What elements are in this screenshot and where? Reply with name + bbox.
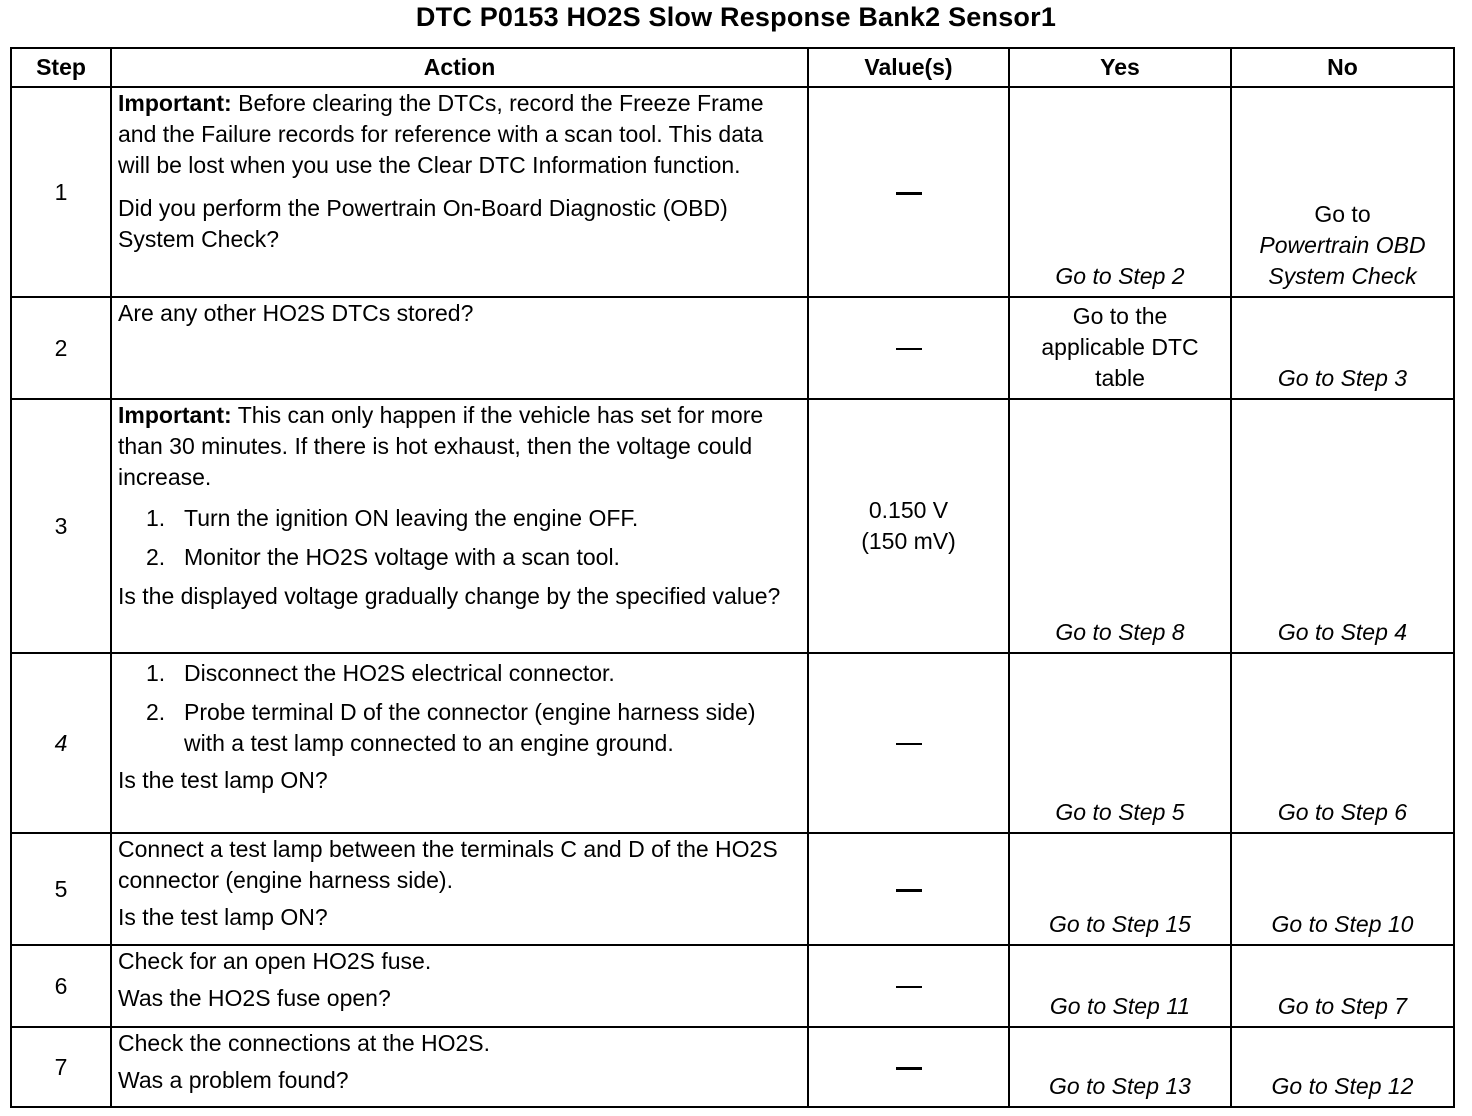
important-text: Before clearing the DTCs, record the Freeze Frame and the Failure records for reference with a scan tool. This data will be lost when you use the Clear DTC Information function. <box>118 90 764 178</box>
action-text: Connect a test lamp between the terminals C and D of the HO2S connector (engine harness side). <box>118 836 778 893</box>
action-cell <box>111 297 808 399</box>
important-label: Important: <box>118 402 232 428</box>
list-text: Probe terminal D of the connector (engine harness side) with a test lamp connected to an engine ground. <box>184 699 756 756</box>
action-question: Is the test lamp ON? <box>118 767 328 793</box>
action-cell <box>111 945 808 1027</box>
value-dash <box>896 1067 922 1070</box>
step-number: 4 <box>11 653 111 833</box>
important-note <box>118 88 801 181</box>
yes-cell: Go to Step 15 <box>1009 833 1231 945</box>
action-cell <box>111 833 808 945</box>
step-number: 1 <box>11 87 111 297</box>
action-steps <box>118 658 801 759</box>
table-header-row <box>11 48 1454 87</box>
action-question: Is the displayed voltage gradually change by the specified value? <box>118 583 781 609</box>
list-item <box>118 658 801 689</box>
step-number: 6 <box>11 945 111 1027</box>
list-number: 2. <box>146 544 166 570</box>
value-cell <box>808 399 1009 653</box>
no-cell: Go to Step 7 <box>1231 945 1454 1027</box>
value-cell <box>808 945 1009 1027</box>
yes-cell: Go to Step 2 <box>1009 87 1231 297</box>
action-question: Are any other HO2S DTCs stored? <box>118 300 474 326</box>
list-text: Disconnect the HO2S electrical connector. <box>184 660 615 686</box>
list-text: Turn the ignition ON leaving the engine OFF. <box>184 505 639 531</box>
no-cell: Go to Step 4 <box>1231 399 1454 653</box>
header-step: Step <box>11 48 111 87</box>
action-question: Is the test lamp ON? <box>118 904 328 930</box>
action-cell <box>111 399 808 653</box>
action-text: Check the connections at the HO2S. <box>118 1030 491 1056</box>
important-note <box>118 400 801 493</box>
action-question: Was a problem found? <box>118 1067 349 1093</box>
table-row <box>11 297 1454 399</box>
value-millivolts: (150 mV) <box>861 528 956 554</box>
value-cell <box>808 87 1009 297</box>
value-dash <box>896 348 922 350</box>
action-cell <box>111 87 808 297</box>
important-label: Important: <box>118 90 232 116</box>
yes-cell: Go to the applicable DTC table <box>1009 297 1231 399</box>
table-row <box>11 1027 1454 1107</box>
value-cell <box>808 653 1009 833</box>
list-text: Monitor the HO2S voltage with a scan tool. <box>184 544 620 570</box>
list-item <box>118 697 801 759</box>
action-question: Was the HO2S fuse open? <box>118 985 391 1011</box>
important-text: This can only happen if the vehicle has set for more than 30 minutes. If there is hot exhaust, then the voltage could increase. <box>118 402 764 490</box>
value-dash <box>896 743 922 745</box>
list-number: 2. <box>146 699 166 725</box>
header-values: Value(s) <box>808 48 1009 87</box>
action-cell <box>111 653 808 833</box>
value-cell <box>808 297 1009 399</box>
list-number: 1. <box>146 660 166 686</box>
table-row <box>11 833 1454 945</box>
value-dash <box>896 986 922 988</box>
no-cell: Go to Step 12 <box>1231 1027 1454 1107</box>
value-cell <box>808 833 1009 945</box>
list-item <box>118 542 801 573</box>
step-number: 2 <box>11 297 111 399</box>
table-row <box>11 87 1454 297</box>
yes-cell: Go to Step 8 <box>1009 399 1231 653</box>
page-title: DTC P0153 HO2S Slow Response Bank2 Sensor1 <box>415 2 1057 32</box>
step-number: 7 <box>11 1027 111 1107</box>
yes-cell: Go to Step 11 <box>1009 945 1231 1027</box>
header-no: No <box>1231 48 1454 87</box>
no-cell: Go to Step 10 <box>1231 833 1454 945</box>
table-row <box>11 653 1454 833</box>
no-prefix: Go to <box>1314 201 1371 227</box>
no-cell <box>1231 87 1454 297</box>
header-action: Action <box>111 48 808 87</box>
step-number: 3 <box>11 399 111 653</box>
value-dash <box>896 192 922 195</box>
table-row <box>11 399 1454 653</box>
no-cell: Go to Step 3 <box>1231 297 1454 399</box>
action-cell <box>111 1027 808 1107</box>
list-number: 1. <box>146 505 166 531</box>
diagnostic-table <box>10 47 1455 1108</box>
list-item <box>118 503 801 534</box>
action-steps <box>118 503 801 573</box>
step-number: 5 <box>11 833 111 945</box>
value-cell <box>808 1027 1009 1107</box>
yes-cell: Go to Step 13 <box>1009 1027 1231 1107</box>
table-row <box>11 945 1454 1027</box>
action-question: Did you perform the Powertrain On-Board Diagnostic (OBD) System Check? <box>118 195 728 252</box>
value-volts: 0.150 V <box>868 497 949 523</box>
yes-cell: Go to Step 5 <box>1009 653 1231 833</box>
value-dash <box>896 889 922 892</box>
action-text: Check for an open HO2S fuse. <box>118 948 432 974</box>
header-yes: Yes <box>1009 48 1231 87</box>
no-link: Powertrain OBD System Check <box>1259 232 1426 289</box>
no-cell: Go to Step 6 <box>1231 653 1454 833</box>
